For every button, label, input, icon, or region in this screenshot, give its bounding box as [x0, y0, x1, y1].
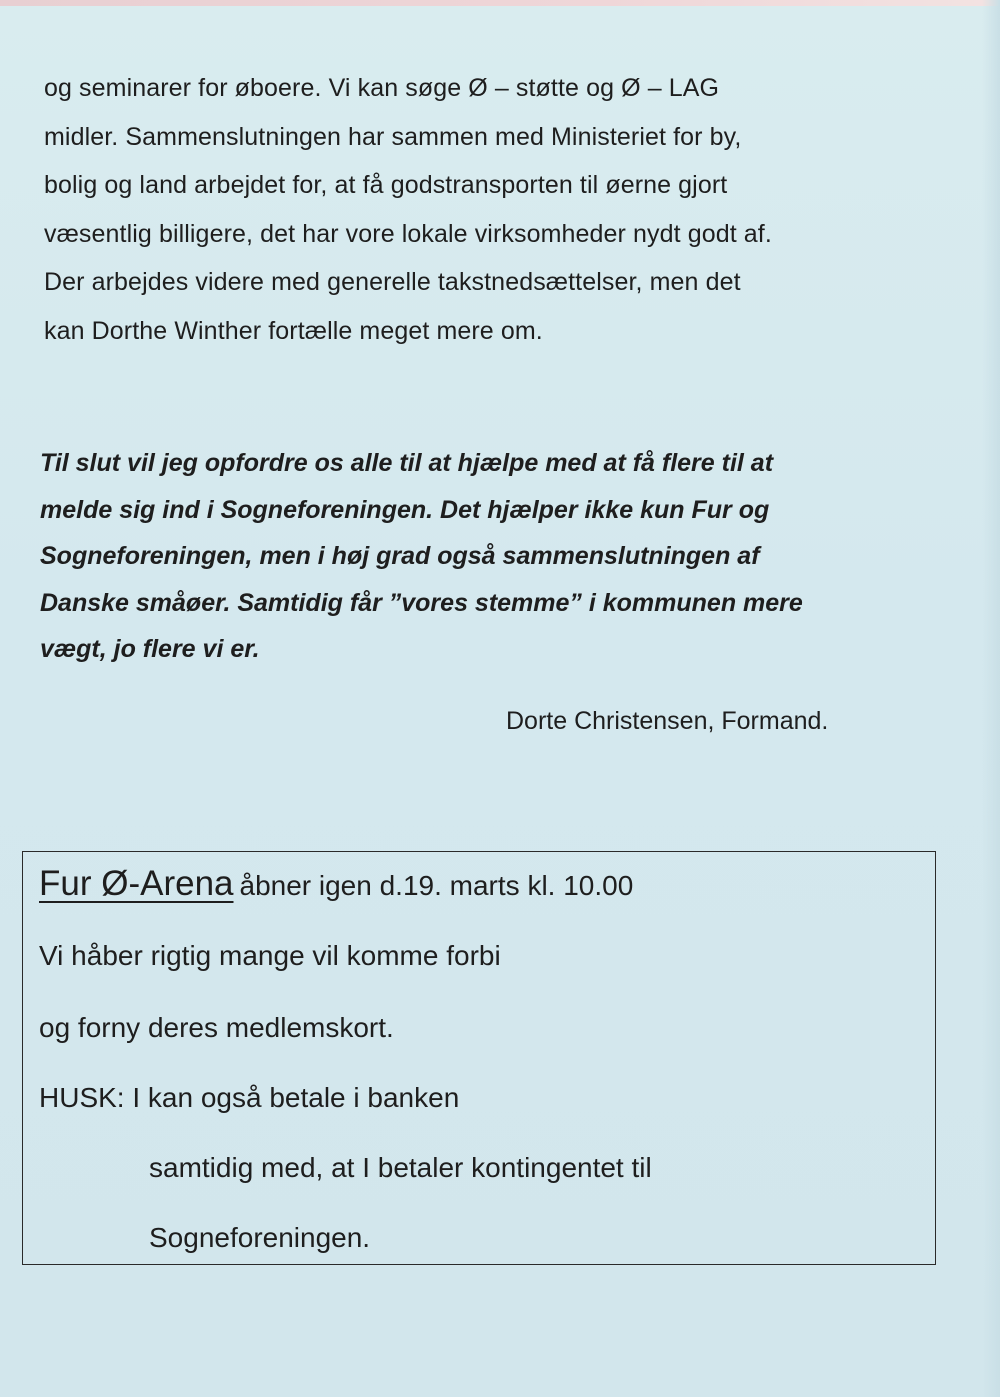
body-paragraph	[44, 64, 964, 355]
notice-line-4: samtidig med, at I betaler kontingentet til	[149, 1152, 652, 1183]
notice-title-rest: åbner igen d.19. marts kl. 10.00	[239, 870, 634, 901]
body-line: Der arbejdes videre med generelle takstnedsættelser, men det	[44, 268, 741, 296]
notice-line-3: HUSK: I kan også betale i banken	[39, 1082, 460, 1113]
notice-line-5: Sogneforeningen.	[149, 1222, 371, 1253]
notice-line-2: og forny deres medlemskort.	[39, 1012, 394, 1043]
notice-box	[22, 851, 936, 1265]
notice-line-1: Vi håber rigtig mange vil komme forbi	[39, 940, 501, 971]
closing-line: Sogneforeningen, men i høj grad også sammenslutningen af	[40, 542, 760, 570]
closing-line: Til slut vil jeg opfordre os alle til at hjælpe med at få flere til at	[40, 449, 774, 477]
paper-right-edge	[982, 0, 1000, 1397]
body-line: kan Dorthe Winther fortælle meget mere om.	[44, 316, 543, 345]
notice-heading	[39, 864, 633, 904]
notice-title: Fur Ø-Arena	[39, 864, 234, 903]
closing-line: melde sig ind i Sogneforeningen. Det hjælper ikke kun Fur og	[40, 495, 770, 524]
body-line: væsentlig billigere, det har vore lokale virksomheder nydt godt af.	[44, 219, 772, 248]
closing-line: Danske småøer. Samtidig får ”vores stemme” i kommunen mere	[40, 588, 803, 617]
paper-top-edge	[0, 0, 1000, 6]
body-line: midler. Sammenslutningen har sammen med Ministeriet for by,	[44, 122, 742, 151]
body-line: og seminarer for øboere. Vi kan søge Ø – støtte og Ø – LAG	[44, 74, 720, 102]
closing-line: vægt, jo flere vi er.	[40, 635, 260, 663]
signature: Dorte Christensen, Formand.	[506, 707, 829, 735]
closing-paragraph	[40, 440, 960, 673]
body-line: bolig og land arbejdet for, at få godstransporten til øerne gjort	[44, 171, 728, 199]
